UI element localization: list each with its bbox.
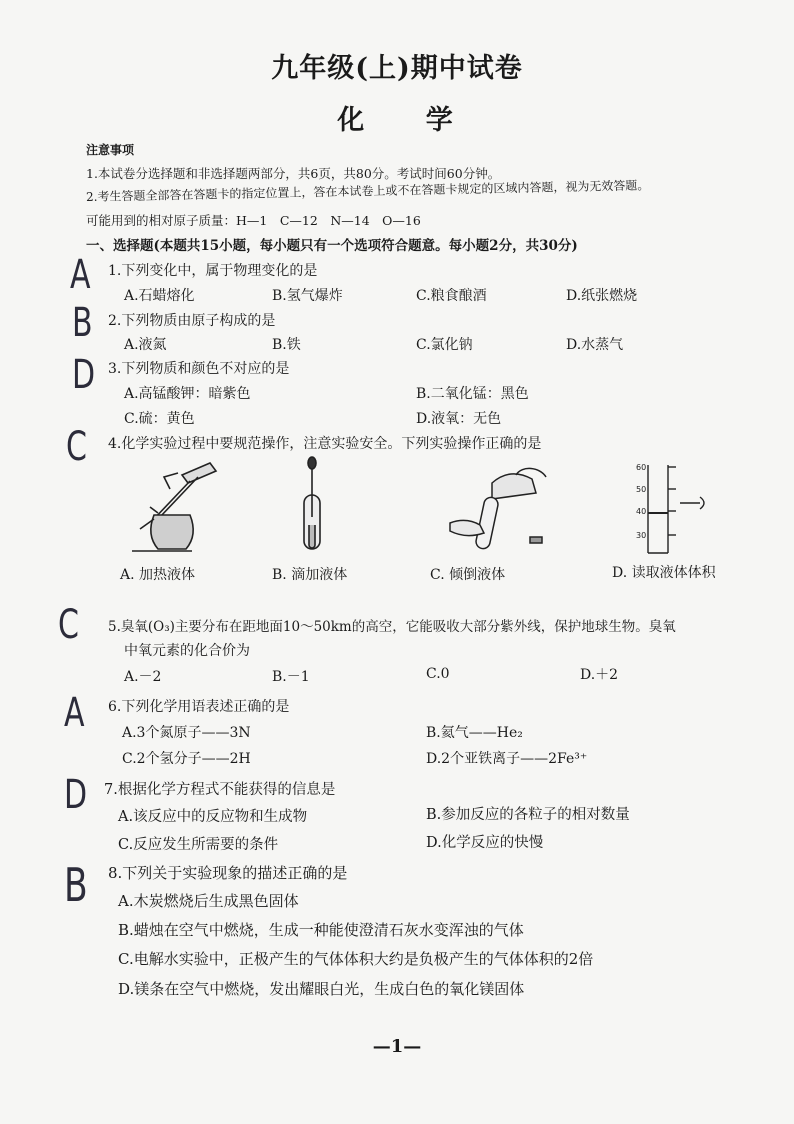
option: A.3个氮原子——3N — [122, 725, 251, 741]
option: D.化学反应的快慢 — [426, 835, 544, 851]
lab-operation-figures — [120, 455, 740, 560]
option: B.－1 — [272, 669, 310, 685]
section-heading: 一、选择题(本题共15小题，每小题只有一个选项符合题意。每小题2分，共30分) — [86, 238, 578, 254]
option: D.纸张燃烧 — [566, 288, 638, 304]
option: D.镁条在空气中燃烧，发出耀眼白光，生成白色的氧化镁固体 — [118, 980, 525, 998]
option: D.＋2 — [580, 667, 619, 683]
option: A.－2 — [124, 669, 162, 685]
dropping-liquid-figure — [304, 457, 320, 549]
option: B. 滴加液体 — [272, 567, 348, 583]
question-text: 7.根据化学方程式不能获得的信息是 — [104, 782, 336, 798]
question-text: 3.下列物质和颜色不对应的是 — [108, 361, 290, 377]
option: C.0 — [426, 666, 450, 682]
option: A.石蜡熔化 — [124, 288, 195, 304]
cylinder-tick: 30 — [636, 531, 647, 540]
notes-heading: 注意事项 — [86, 143, 135, 157]
question-text: 6.下列化学用语表述正确的是 — [108, 699, 290, 715]
graduated-cylinder-figure — [648, 465, 704, 553]
option: B.二氧化锰：黑色 — [416, 386, 529, 402]
handwritten-answer: B — [72, 300, 93, 346]
question-text: 5.臭氧(O₃)主要分布在距地面10～50km的高空，它能吸收大部分紫外线，保护地球生物。臭氧 — [108, 619, 676, 635]
pouring-liquid-figure — [450, 468, 546, 549]
option: D.2个亚铁离子——2Fe³⁺ — [426, 751, 588, 767]
option: A.该反应中的反应物和生成物 — [118, 809, 308, 825]
note-item: 2.考生答题全部答在答题卡的指定位置上，答在本试卷上或不在答题卡规定的区域内答题，视为无效答题。 — [85, 178, 650, 204]
atomic-mass-note: 可能用到的相对原子质量：H—1 C—12 N—14 O—16 — [86, 213, 421, 228]
cylinder-tick: 60 — [636, 463, 647, 472]
option: A.高锰酸钾：暗紫色 — [124, 386, 251, 402]
note-item: 1.本试卷分选择题和非选择题两部分，共6页，共80分。考试时间60分钟。 — [86, 166, 501, 181]
question-text: 4.化学实验过程中要规范操作，注意实验安全。下列实验操作正确的是 — [108, 436, 542, 452]
question-text: 1.下列变化中，属于物理变化的是 — [108, 263, 318, 279]
option: A. 加热液体 — [120, 567, 196, 583]
page-number: —1— — [372, 1036, 422, 1057]
handwritten-answer: C — [66, 424, 87, 470]
option: B.铁 — [272, 337, 301, 353]
cylinder-tick: 50 — [636, 485, 647, 494]
option: D. 读取液体体积 — [612, 565, 716, 581]
option: A.木炭燃烧后生成黑色固体 — [118, 892, 299, 910]
cylinder-tick: 40 — [636, 507, 647, 516]
option: B.氢气爆炸 — [272, 288, 343, 304]
option: C.硫：黄色 — [124, 411, 195, 427]
subject-title: 化 学 — [337, 105, 479, 136]
option: C.电解水实验中，正极产生的气体体积大约是负极产生的气体体积的2倍 — [118, 950, 594, 968]
page-title: 九年级(上)期中试卷 — [271, 53, 523, 84]
handwritten-answer: A — [70, 252, 91, 298]
question-text: 8.下列关于实验现象的描述正确的是 — [108, 864, 348, 882]
handwritten-answer: C — [58, 602, 79, 648]
option: D.水蒸气 — [566, 337, 624, 353]
option: C.粮食酿酒 — [416, 288, 487, 304]
handwritten-answer: D — [64, 772, 88, 818]
option: B.蜡烛在空气中燃烧，生成一种能使澄清石灰水变浑浊的气体 — [118, 921, 524, 939]
option: C.氯化钠 — [416, 337, 473, 353]
option: B.氦气——He₂ — [426, 725, 523, 741]
question-text-continued: 中氧元素的化合价为 — [124, 643, 250, 659]
question-text: 2.下列物质由原子构成的是 — [108, 313, 276, 329]
handwritten-answer: D — [72, 352, 96, 398]
option: C.2个氢分子——2H — [122, 751, 251, 767]
option: D.液氧：无色 — [416, 411, 502, 427]
option: B.参加反应的各粒子的相对数量 — [426, 807, 630, 823]
handwritten-answer: A — [64, 690, 85, 736]
option: A.液氮 — [124, 337, 167, 353]
handwritten-answer: B — [64, 858, 88, 912]
heating-liquid-figure — [132, 463, 216, 551]
option: C. 倾倒液体 — [430, 567, 506, 583]
option: C.反应发生所需要的条件 — [118, 837, 279, 853]
